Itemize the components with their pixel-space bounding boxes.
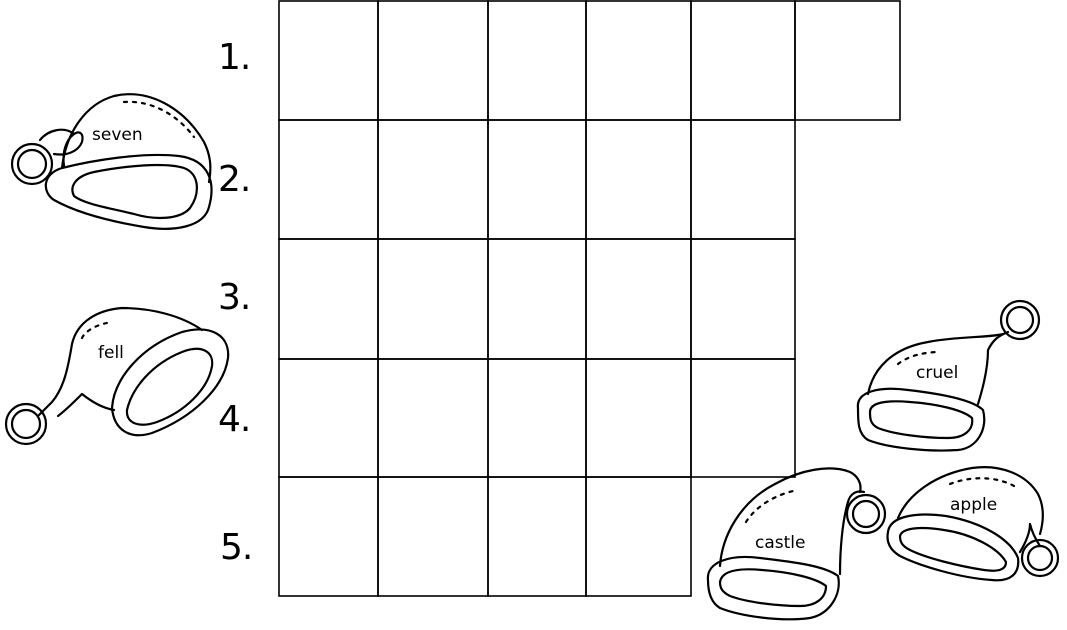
hat-word-apple: apple: [950, 495, 998, 515]
grid-cell-r2-c5: [691, 120, 795, 239]
grid-cell-r2-c3: [488, 120, 586, 239]
santa-hat-cruel: [848, 298, 1048, 458]
row-number-4: 4.: [218, 399, 251, 440]
row-number-3: 3.: [218, 277, 251, 318]
hat-word-cruel: cruel: [916, 363, 959, 383]
grid-cell-r1-c6: [795, 1, 900, 120]
grid-cell-r3-c5: [691, 239, 795, 359]
grid-cell-r1-c2: [378, 1, 488, 120]
santa-hat-castle: [700, 462, 890, 630]
grid-cell-r1-c5: [691, 1, 795, 120]
grid-cell-r2-c1: [279, 120, 378, 239]
santa-hat-icon: [880, 462, 1066, 592]
santa-hat-fell: [2, 298, 234, 456]
grid-cell-r1-c1: [279, 1, 378, 120]
grid-cell-r1-c3: [488, 1, 586, 120]
grid-cell-r3-c2: [378, 239, 488, 359]
grid-cell-r3-c4: [586, 239, 691, 359]
row-number-5: 5.: [220, 527, 253, 568]
grid-cell-r2-c4: [586, 120, 691, 239]
grid-cell-r5-c3: [488, 477, 586, 596]
grid-cell-r3-c3: [488, 239, 586, 359]
hat-word-seven: seven: [92, 125, 143, 145]
grid-cell-r4-c5: [691, 359, 795, 477]
hat-word-castle: castle: [755, 533, 806, 553]
grid-cell-r4-c1: [279, 359, 378, 477]
grid-cell-r4-c2: [378, 359, 488, 477]
santa-hat-icon: [4, 82, 216, 237]
grid-cell-r5-c4: [586, 477, 691, 596]
hat-word-fell: fell: [98, 343, 124, 363]
grid-cell-r5-c1: [279, 477, 378, 596]
santa-hat-seven: [4, 82, 216, 237]
santa-hat-apple: [880, 462, 1066, 592]
grid-cell-r4-c3: [488, 359, 586, 477]
grid-cell-r5-c2: [378, 477, 488, 596]
grid-cell-r2-c2: [378, 120, 488, 239]
grid-cell-r3-c1: [279, 239, 378, 359]
grid-cell-r4-c4: [586, 359, 691, 477]
row-number-2: 2.: [218, 159, 251, 200]
grid-cell-r1-c4: [586, 1, 691, 120]
row-number-1: 1.: [218, 37, 251, 78]
santa-hat-icon: [2, 298, 234, 456]
